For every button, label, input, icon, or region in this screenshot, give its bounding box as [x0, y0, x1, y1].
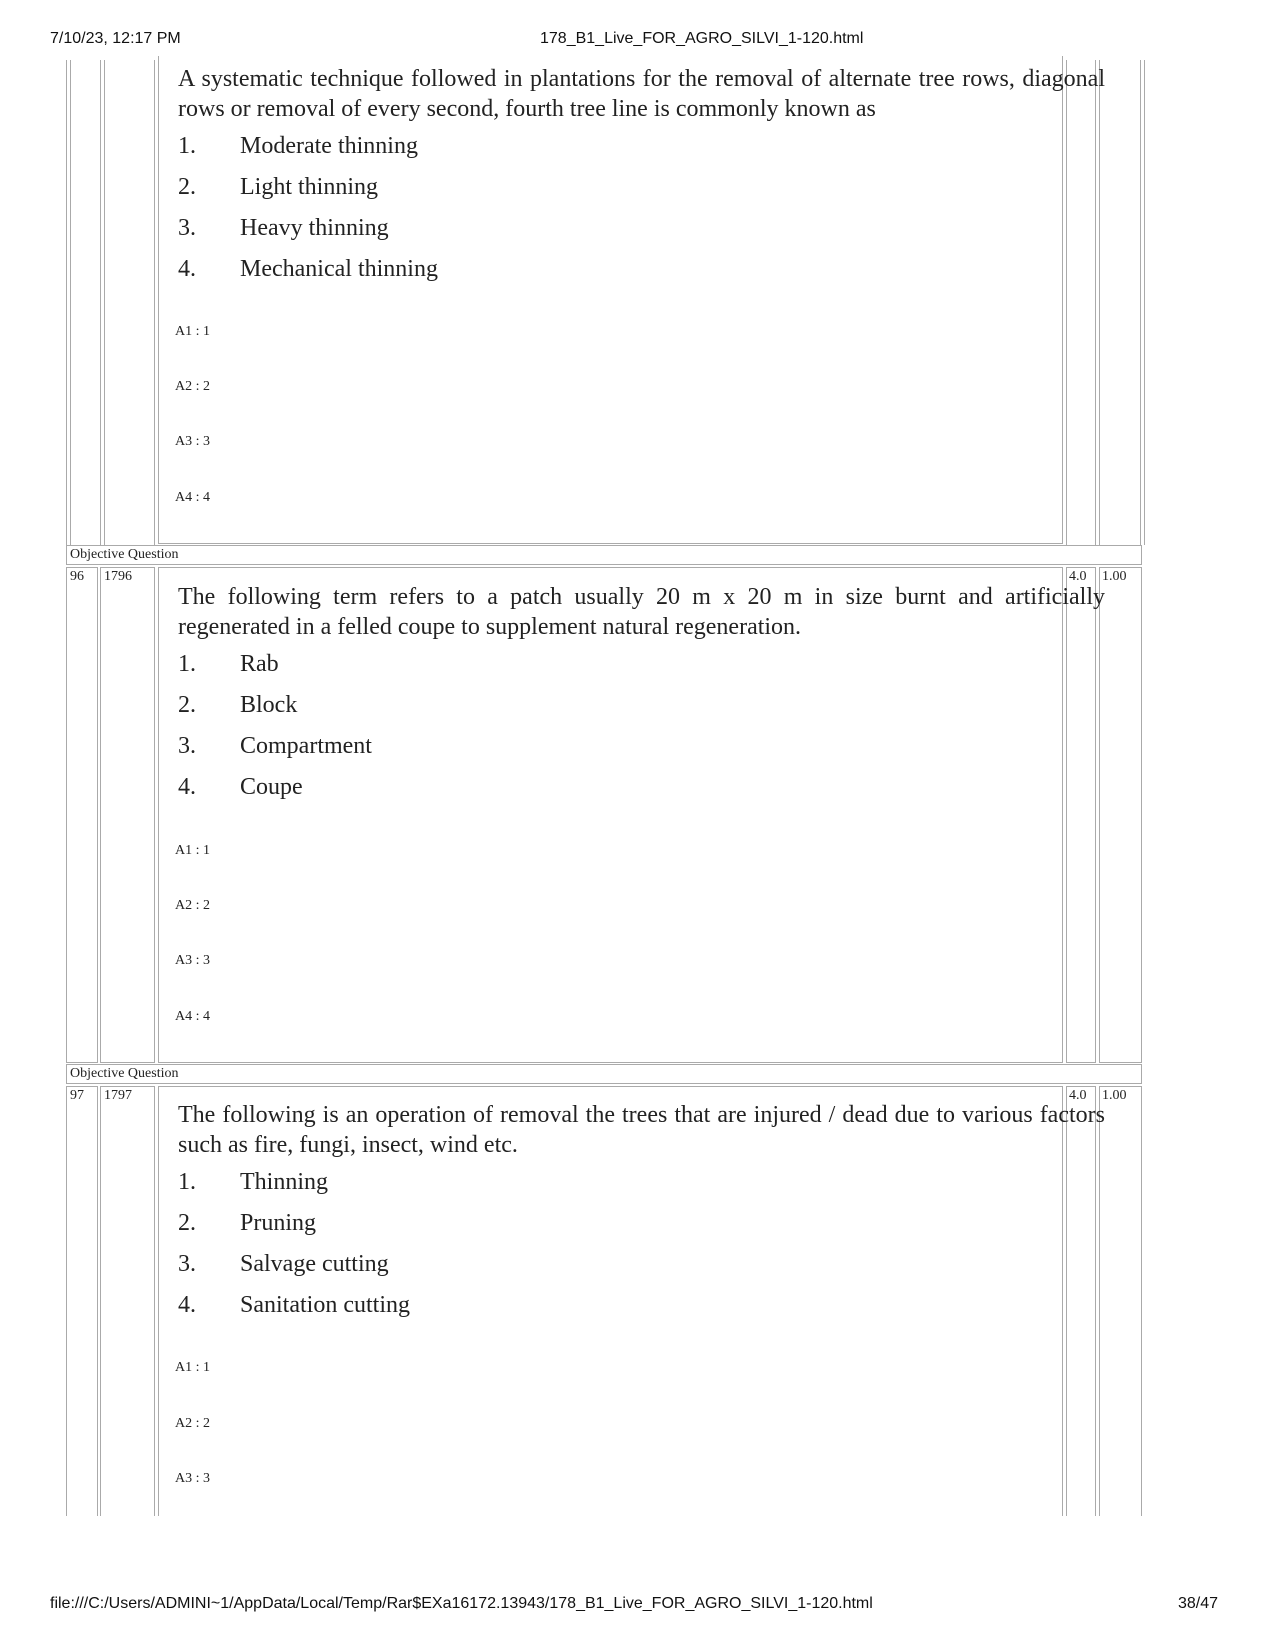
question-text: A systematic technique followed in plantations for the removal of alternate tree rows, diagonal rows or removal of every second, fourth tree line is commonly known as [178, 66, 1105, 122]
answer-id: A2 : 2 [175, 379, 210, 394]
option-item: 2. Block [178, 692, 298, 718]
table-border [1066, 60, 1067, 545]
question-sno: 96 [70, 569, 84, 584]
answer-id: A2 : 2 [175, 898, 210, 913]
table-border [70, 60, 71, 545]
question-negative: 1.00 [1102, 1088, 1127, 1103]
print-page-number: 38/47 [1178, 1595, 1219, 1612]
question-marks: 4.0 [1069, 1088, 1087, 1103]
sno-cell [66, 1086, 98, 1516]
option-item: 4. Coupe [178, 774, 303, 800]
answer-id: A4 : 4 [175, 490, 210, 505]
question-type-label: Objective Question [70, 1066, 179, 1081]
table-border [104, 60, 105, 545]
table-border [66, 60, 67, 545]
question-id: 1796 [104, 569, 132, 584]
table-border [1140, 60, 1141, 545]
table-border [154, 60, 155, 545]
print-title: 178_B1_Live_FOR_AGRO_SILVI_1-120.html [540, 30, 864, 47]
question-marks: 4.0 [1069, 569, 1087, 584]
answer-id: A1 : 1 [175, 324, 210, 339]
question-text: The following is an operation of removal the trees that are injured / dead due to various factors such as fire, fungi, insect, wind etc. [178, 1102, 1105, 1158]
question-sno: 97 [70, 1088, 84, 1103]
answer-id: A4 : 4 [175, 1009, 210, 1024]
option-item: 4. Sanitation cutting [178, 1292, 410, 1318]
answer-id: A1 : 1 [175, 1360, 210, 1375]
option-item: 2. Pruning [178, 1210, 317, 1236]
print-datetime: 7/10/23, 12:17 PM [50, 30, 181, 47]
question-negative: 1.00 [1102, 569, 1127, 584]
option-item: 1. Rab [178, 651, 279, 677]
question-cell [158, 56, 1063, 544]
table-border [1144, 60, 1145, 545]
option-item: 3. Heavy thinning [178, 215, 389, 241]
question-type-label: Objective Question [70, 547, 179, 562]
option-item: 3. Salvage cutting [178, 1251, 389, 1277]
table-border [1095, 60, 1096, 545]
question-type-row [66, 545, 1142, 565]
answer-id: A3 : 3 [175, 1471, 210, 1486]
table-border [1099, 60, 1100, 545]
question-text: The following term refers to a patch usually 20 m x 20 m in size burnt and artificially regenerated in a felled coupe to supplement natural regeneration. [178, 584, 1105, 640]
print-file-path: file:///C:/Users/ADMINI~1/AppData/Local/Temp/Rar$EXa16172.13943/178_B1_Live_FOR_AGRO_SILVI_1-120.html [50, 1595, 873, 1612]
negative-cell [1099, 1086, 1142, 1516]
qid-cell [100, 1086, 155, 1516]
negative-cell [1099, 567, 1142, 1063]
answer-id: A1 : 1 [175, 843, 210, 858]
sno-cell [66, 567, 98, 1063]
answer-id: A3 : 3 [175, 953, 210, 968]
question-id: 1797 [104, 1088, 132, 1103]
option-item: 2. Light thinning [178, 174, 378, 200]
option-item: 3. Compartment [178, 733, 372, 759]
option-item: 4. Mechanical thinning [178, 256, 438, 282]
table-border [100, 60, 101, 545]
option-item: 1. Moderate thinning [178, 133, 418, 159]
qid-cell [100, 567, 155, 1063]
answer-id: A2 : 2 [175, 1416, 210, 1431]
answer-id: A3 : 3 [175, 434, 210, 449]
option-item: 1. Thinning [178, 1169, 328, 1195]
question-type-row [66, 1064, 1142, 1084]
